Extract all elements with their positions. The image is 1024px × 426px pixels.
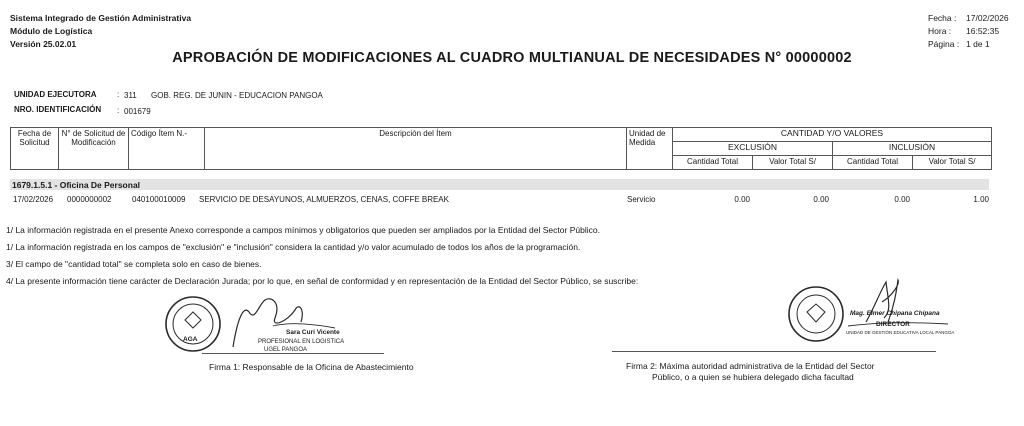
cell-inc-cantidad: 0.00 (894, 195, 910, 204)
pagina-value: 1 de 1 (966, 39, 990, 49)
col-inc-valor-total: Valor Total S/ (913, 156, 992, 170)
cell-exc-valor: 0.00 (813, 195, 829, 204)
cell-unidad: Servicio (627, 195, 656, 204)
nro-identificacion-value: 001679 (124, 107, 151, 116)
cell-inc-valor: 1.00 (973, 195, 989, 204)
col-descripcion: Descripción del Ítem (205, 128, 627, 170)
col-nro-solicitud: N° de Solicitud de Modificación (59, 128, 129, 170)
page-title: APROBACIÓN DE MODIFICACIONES AL CUADRO MULTIANUAL DE NECESIDADES N° 00000002 (172, 50, 852, 66)
firma-2-caption-line2: Público, o a quien se hubiera delegado dicha facultad (652, 372, 854, 382)
firma-2-caption-line1: Firma 2: Máxima autoridad administrativa de la Entidad del Sector (626, 361, 875, 371)
system-name: Sistema Integrado de Gestión Administrativa (10, 13, 192, 23)
fecha-label: Fecha : (928, 13, 957, 23)
version-label: Versión 25.02.01 (10, 39, 77, 49)
col-exclusion: EXCLUSIÓN (673, 142, 833, 156)
col-unidad-medida: Unidad de Medida (627, 128, 673, 170)
stamp1-name: Sara Curi Vicente (286, 329, 340, 336)
cell-codigo: 040100010009 (132, 195, 186, 204)
col-codigo-item: Código Ítem N.- (129, 128, 205, 170)
note-3: 3/ El campo de "cantidad total" se completa solo en caso de bienes. (6, 259, 262, 269)
note-4: 4/ La presente información tiene carácter de Declaración Jurada; por lo que, en señal de conformidad y en representación de la Entidad del Sector Público, se suscribe: (6, 276, 639, 286)
stamp2-name: Mag. Elmer Chipana Chipana (850, 310, 940, 317)
col-fecha-solicitud: Fecha de Solicitud (11, 128, 59, 170)
stamp1-org: UGEL PANGOA (264, 347, 308, 353)
group-label: 1679.1.5.1 - Oficina De Personal (12, 180, 141, 190)
nro-identificacion-label: NRO. IDENTIFICACIÓN (14, 105, 102, 114)
col-inc-cantidad-total: Cantidad Total (833, 156, 913, 170)
col-inclusion: INCLUSIÓN (833, 142, 992, 156)
fecha-value: 17/02/2026 (966, 13, 1009, 23)
unidad-code: 311 (124, 91, 137, 100)
firma-1-caption: Firma 1: Responsable de la Oficina de Abastecimiento (209, 362, 414, 372)
cell-fecha: 17/02/2026 (13, 195, 54, 204)
stamp1-role: PROFESIONAL EN LOGISTICA (258, 339, 345, 345)
needs-table-header (10, 127, 992, 170)
note-1: 1/ La información registrada en el presente Anexo corresponde a campos mínimos y obligatorios que pueden ser ampliados por la Entidad del Sector Público. (6, 225, 600, 235)
group-row (10, 179, 989, 190)
signature-line-2 (612, 351, 936, 352)
cell-exc-cantidad: 0.00 (734, 195, 750, 204)
colon: : (117, 90, 120, 99)
stamp2-org: UNIDAD DE GESTIÓN EDUCATIVA LOCAL PANGOA (846, 330, 955, 335)
signature-line-1 (202, 353, 384, 354)
note-2: 1/ La información registrada en los campos de "exclusión" e "inclusión" considera la cantidad y/o valor acumulado de todos los años de la programación. (6, 242, 581, 252)
hora-value: 16:52:35 (966, 26, 1000, 36)
stamp1-seal: AGA (183, 336, 198, 343)
unidad-ejecutora-label: UNIDAD EJECUTORA (14, 90, 97, 99)
hora-label: Hora : (928, 26, 952, 36)
cell-descripcion: SERVICIO DE DESAYUNOS, ALMUERZOS, CENAS, COFFE BREAK (199, 195, 449, 204)
col-exc-cantidad-total: Cantidad Total (673, 156, 753, 170)
col-exc-valor-total: Valor Total S/ (753, 156, 833, 170)
unidad-name: GOB. REG. DE JUNIN - EDUCACION PANGOA (151, 91, 323, 100)
module-name: Módulo de Logística (10, 26, 93, 36)
cell-nro: 0000000002 (67, 195, 112, 204)
colon: : (117, 106, 120, 115)
col-cantidad-valores: CANTIDAD Y/O VALORES (673, 128, 992, 142)
stamp2-role: DIRECTOR (876, 321, 910, 328)
pagina-label: Página : (928, 39, 960, 49)
